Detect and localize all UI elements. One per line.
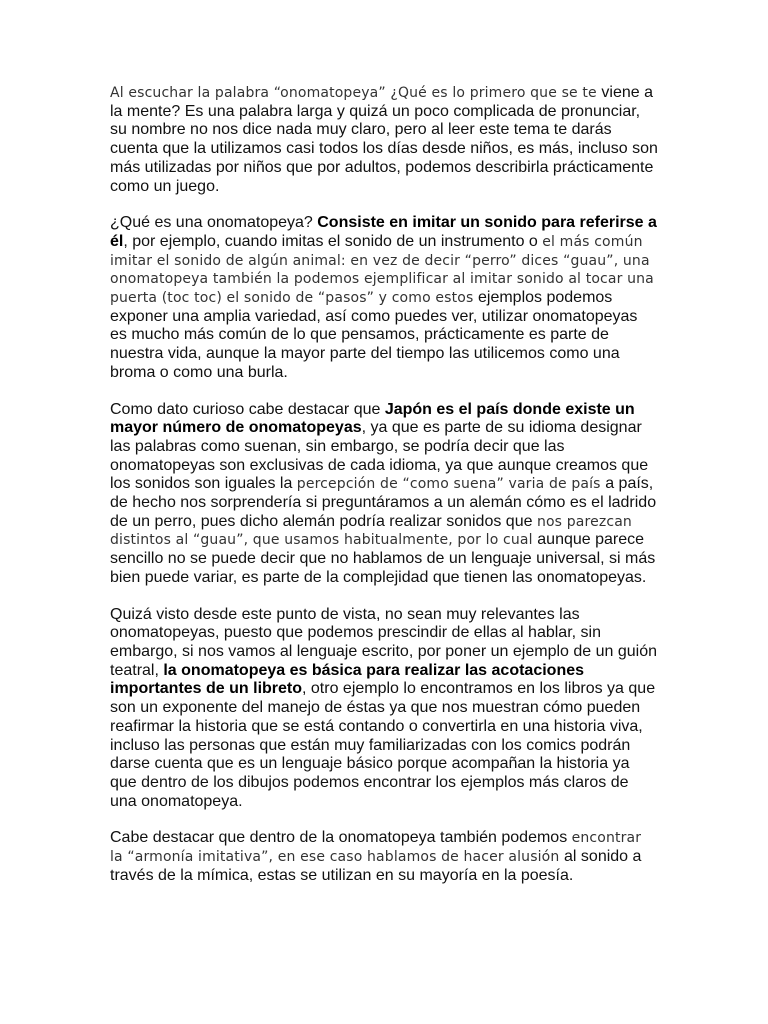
text-segment: encontrar la “armonía imitativa”, en ese caso hablamos de hacer alusión — [110, 830, 642, 866]
text-segment: ejemplos podemos exponer una amplia variedad, así como puedes ver, utilizar onomatopeyas es mucho más común de lo que pensamos, prácticamente es parte de nuestra vida, aunque la mayor parte del tiempo las utilicemos como una broma o como una burla. — [110, 289, 638, 381]
text-segment: Quizá visto desde este punto de vista, no sean muy relevantes las onomatopeyas, puesto que podemos prescindir de ellas al hablar, sin embargo, si nos vamos al lenguaje escrito, por poner un ejemplo de un guión teatral, — [110, 605, 657, 679]
paragraph-written-language — [110, 606, 658, 812]
text-segment: percepción de “como suena” varia de país — [296, 476, 606, 493]
text-segment: Como dato curioso cabe destacar que — [110, 400, 385, 418]
paragraph-definition — [110, 214, 658, 382]
text-segment: , ya que es parte de su idioma designar las palabras como suenan, sin embargo, se podría decir que las onomatopeyas son exclusivas de cada idioma, ya que aunque creamos que los sonidos son iguales la — [110, 419, 649, 493]
document-body — [110, 84, 658, 903]
bold-text-segment: la onomatopeya es básica para realizar las acotaciones importantes de un libreto — [110, 661, 585, 698]
paragraph-harmony — [110, 829, 658, 885]
text-segment: nos parezcan distintos al “guau”, que usamos habitualmente, por lo cual — [110, 513, 632, 549]
paragraph-japan — [110, 401, 658, 588]
text-segment: el más común imitar el sonido de algún animal: en vez de decir “perro” dices “guau”, una onomatopeya también la podemos ejemplificar al imitar sonido al tocar una puerta (toc toc) el sonido de “pasos” y como estos — [110, 233, 654, 307]
text-segment: al sonido a través de la mímica, estas se utilizan en su mayoría en la poesía. — [110, 848, 642, 884]
text-segment: a país, de hecho nos sorprendería si preguntáramos a un alemán cómo es el ladrido de un perro, pues dicho alemán podría realizar sonidos que — [110, 475, 657, 530]
text-segment: , por ejemplo, cuando imitas el sonido de un instrumento o — [123, 232, 543, 250]
paragraph-intro — [110, 84, 658, 196]
text-segment: Al escuchar la palabra “onomatopeya” ¿Qué es lo primero que se te — [110, 85, 602, 101]
bold-text-segment: Consiste en imitar un sonido para referirse a él — [110, 214, 657, 250]
text-segment: viene a la mente? Es una palabra larga y quizá un poco complicada de pronunciar, su nombre no nos dice nada muy claro, pero al leer este tema te darás cuenta que la utilizamos casi todos los días desde niños, es más, incluso son más utilizadas por niños que por adultos, podemos describirla prácticamente como un juego. — [110, 84, 658, 195]
bold-text-segment: Japón es el país donde existe un mayor número de onomatopeyas — [110, 400, 635, 437]
text-segment: , otro ejemplo lo encontramos en los libros ya que son un exponente del manejo de éstas ya que nos muestran cómo pueden reafirmar la historia que se está contando o convertirla en una historia viva, incluso las personas que están muy familiarizadas con los comics podrán darse cuenta que es un lenguaje básico porque acompañan la historia ya que dentro de los dibujos podemos encontrar los ejemplos más claros de una onomatopeya. — [110, 680, 656, 810]
text-segment: Cabe destacar que dentro de la onomatopeya también podemos — [110, 829, 572, 847]
text-segment: ¿Qué es una onomatopeya? — [110, 214, 318, 232]
text-segment: aunque parece sencillo no se puede decir que no hablamos de un lenguaje universal, si más bien puede variar, es parte de la complejidad que tienen las onomatopeyas. — [110, 531, 656, 586]
